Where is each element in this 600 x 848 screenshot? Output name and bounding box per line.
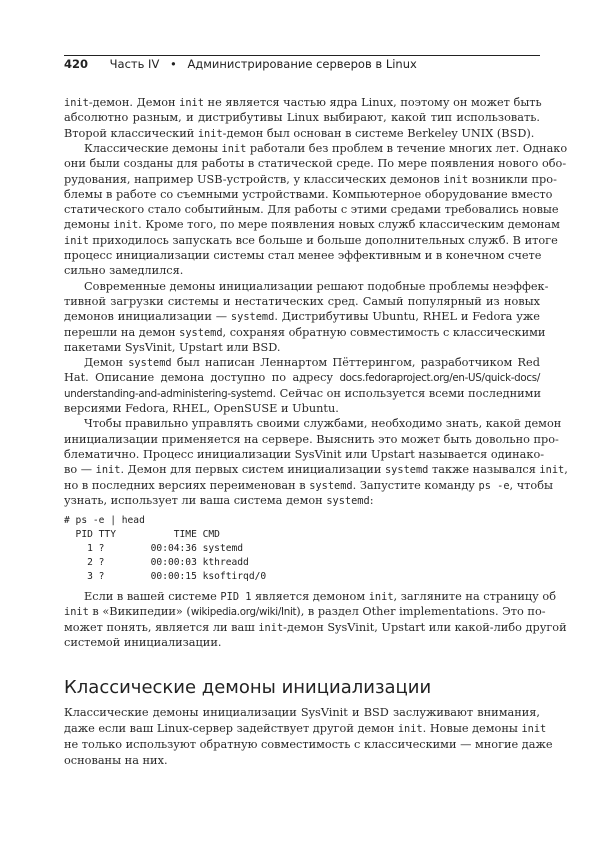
text-run: . Демон для первых систем инициализации: [120, 463, 385, 477]
paragraph: [64, 355, 540, 416]
text-run: . Кроме того, по мере появления новых служб классическим демонам: [138, 218, 560, 232]
text-run: системой инициализации.: [64, 635, 222, 649]
text-line: [64, 294, 540, 309]
text-run: блематично. Процесс инициализации SysVinit или Upstart называется одинако-: [64, 447, 545, 461]
running-header: [64, 57, 417, 71]
text-run: перешли на демон: [64, 325, 180, 339]
text-line: [64, 416, 562, 431]
paragraph: [64, 705, 553, 769]
text-line: [64, 355, 540, 370]
text-line: [64, 248, 540, 263]
text-run: -демон SysVinit, Upstart или какой-либо другой: [283, 620, 567, 634]
text-run: не только используют обратную совместимость с классическими — многие даже: [64, 738, 553, 751]
code-line: 1 ? 00:04:36 systemd: [64, 543, 244, 554]
text-line: [64, 370, 540, 385]
text-run: также назывался: [428, 463, 540, 477]
inline-code: init: [221, 143, 247, 155]
inline-code: init: [64, 606, 89, 619]
url-text: docs.fedoraproject.org/en-US/quick-docs/: [339, 372, 540, 385]
text-line: [64, 620, 567, 635]
text-line: [64, 309, 540, 324]
text-run: даже если ваш Linux-сервер задействует другой демон: [64, 722, 398, 735]
text-run: Второй классический: [64, 126, 198, 140]
inline-code: ps -e: [478, 479, 510, 492]
text-run: :: [369, 493, 374, 507]
text-run: -демон. Демон: [88, 96, 180, 109]
inline-code: init: [397, 723, 423, 735]
text-run: ), в раздел Other implementations. Это по-: [296, 605, 546, 619]
text-run: Классические демоны: [84, 142, 222, 155]
paragraph: [64, 95, 540, 141]
inline-code: systemd: [230, 311, 275, 324]
text-run: возникли про-: [468, 172, 557, 186]
text-line: [64, 141, 568, 156]
inline-code: systemd: [384, 464, 429, 477]
inline-code: init: [258, 621, 284, 634]
text-run: но в последних версиях переименован в: [64, 478, 310, 492]
inline-code: init: [113, 219, 139, 232]
text-line: [64, 493, 540, 508]
text-run: рудования, например USB-устройств, у классических демонов: [64, 172, 444, 186]
text-line: [64, 432, 559, 447]
text-run: . Дистрибутивы Ubuntu, RHEL и Fedora уже: [274, 310, 540, 324]
text-line: [64, 172, 557, 187]
text-run: во —: [64, 463, 96, 477]
text-run: сильно замедлился.: [64, 264, 184, 278]
code-line: 2 ? 00:00:03 kthreadd: [64, 557, 249, 568]
paragraph: [64, 589, 567, 650]
text-line: [64, 635, 540, 650]
text-run: Современные демоны инициализации решают подобные проблемы неэффек-: [84, 279, 549, 293]
text-run: демоны: [64, 218, 114, 232]
inline-code: systemd: [326, 494, 370, 507]
inline-code: systemd: [179, 326, 223, 339]
inline-code: init: [539, 464, 565, 477]
inline-code: init: [64, 234, 89, 247]
text-line: [64, 705, 540, 721]
chapter-title: Администрирование серверов в Linux: [187, 57, 417, 71]
text-line: [64, 95, 540, 110]
text-run: был написан Леннартом Пёттерингом, разработчиком Red: [171, 356, 540, 370]
inline-code: PID 1: [220, 591, 252, 603]
inline-code: systemd: [309, 479, 353, 492]
text-run: абсолютно разным, и дистрибутивы Linux выбирают, какой тип использовать.: [64, 111, 540, 125]
paragraph: [64, 416, 568, 508]
text-run: . Новые демоны: [422, 722, 522, 735]
inline-code: init: [64, 97, 89, 109]
section-heading: Классические демоны инициализации: [64, 677, 432, 698]
text-run: не является частью ядра Linux, поэтому он может быть: [203, 96, 542, 109]
text-line: [64, 447, 545, 462]
text-line: [64, 478, 554, 493]
text-line: [64, 233, 558, 248]
text-run: может понять, является ли ваш: [64, 620, 259, 634]
inline-code: init: [197, 127, 223, 140]
text-run: тивной загрузки системы и нестатических сред. Самый популярный из новых: [64, 294, 540, 308]
text-run: процесс инициализации системы стал менее эффективным и в конечном счете: [64, 249, 542, 263]
text-line: [64, 187, 553, 202]
text-line: [64, 604, 546, 619]
text-run: ,: [564, 463, 568, 477]
text-run: , загляните на страницу об: [393, 590, 556, 603]
text-line: [64, 126, 540, 141]
text-line: [64, 156, 567, 171]
separator: •: [169, 57, 177, 71]
code-line: 3 ? 00:00:15 ksoftirqd/0: [64, 571, 267, 582]
code-line: # ps -e | head: [64, 515, 145, 526]
paragraph: [64, 141, 568, 279]
text-run: блемы в работе со съемными устройствами. Компьютерное оборудование вместо: [64, 187, 553, 201]
inline-code: systemd: [128, 357, 172, 370]
text-run: . Сейчас он используется всеми последними: [272, 386, 541, 400]
text-run: . Запустите команду: [352, 478, 479, 492]
url-text: understanding-and-administering-systemd: [64, 387, 273, 400]
inline-code: init: [368, 591, 394, 603]
text-line: [64, 325, 546, 340]
text-line: [64, 386, 540, 401]
text-line: [64, 753, 540, 769]
text-run: является демоном: [251, 590, 369, 603]
text-run: они были созданы для работы в статической среде. По мере появления нового обо-: [64, 157, 567, 171]
text-run: Демон: [84, 356, 129, 370]
text-run: инициализации применяется на сервере. Выяснить это может быть довольно про-: [64, 432, 559, 446]
text-run: , сохраняя обратную совместимость с классическими: [222, 325, 546, 339]
text-run: Чтобы правильно управлять своими службами, необходимо знать, какой демон: [84, 417, 562, 431]
inline-code: init: [443, 173, 469, 186]
text-run: основаны на них.: [64, 754, 168, 767]
text-line: [64, 110, 540, 125]
text-line: [64, 589, 556, 604]
paragraph: [64, 279, 549, 355]
text-line: [64, 340, 540, 355]
text-run: демонов инициализации —: [64, 310, 231, 324]
text-run: работали без проблем в течение многих лет. Однако: [246, 142, 568, 155]
text-line: [64, 217, 560, 232]
text-line: [64, 401, 540, 416]
text-line: [64, 202, 559, 217]
text-run: узнать, использует ли ваша система демон: [64, 493, 327, 507]
url-text: wikipedia.org/wiki/Init: [190, 606, 297, 619]
text-run: статического стало событийным. Для работы с этими средами требовались новые: [64, 203, 559, 217]
text-run: версиями Fedora, RHEL, OpenSUSE и Ubuntu.: [64, 402, 339, 416]
text-line: [64, 737, 553, 753]
text-line: [64, 462, 568, 477]
text-run: -демон был основан в системе Berkeley UNIX (BSD).: [222, 126, 535, 140]
text-run: пакетами SysVinit, Upstart или BSD.: [64, 340, 281, 354]
text-run: Классические демоны инициализации SysVinit и BSD заслуживают внимания,: [64, 706, 540, 719]
text-run: Hat. Описание демона доступно по адресу: [64, 371, 340, 385]
code-block: [64, 514, 266, 584]
text-line: [64, 279, 549, 294]
text-run: в «Википедии» (: [88, 605, 191, 619]
text-run: , чтобы: [509, 478, 554, 492]
text-run: Если в вашей системе: [84, 590, 221, 603]
inline-code: init: [521, 723, 547, 735]
page-number: 420: [64, 57, 89, 71]
text-line: [64, 263, 540, 278]
inline-code: init: [95, 464, 121, 477]
text-run: приходилось запускать все больше и больше дополнительных служб. В итоге: [88, 233, 558, 247]
text-line: [64, 721, 547, 737]
code-line: PID TTY TIME CMD: [64, 529, 220, 540]
part-label: Часть IV: [109, 57, 160, 71]
header-rule: [64, 55, 540, 56]
inline-code: init: [179, 97, 204, 109]
